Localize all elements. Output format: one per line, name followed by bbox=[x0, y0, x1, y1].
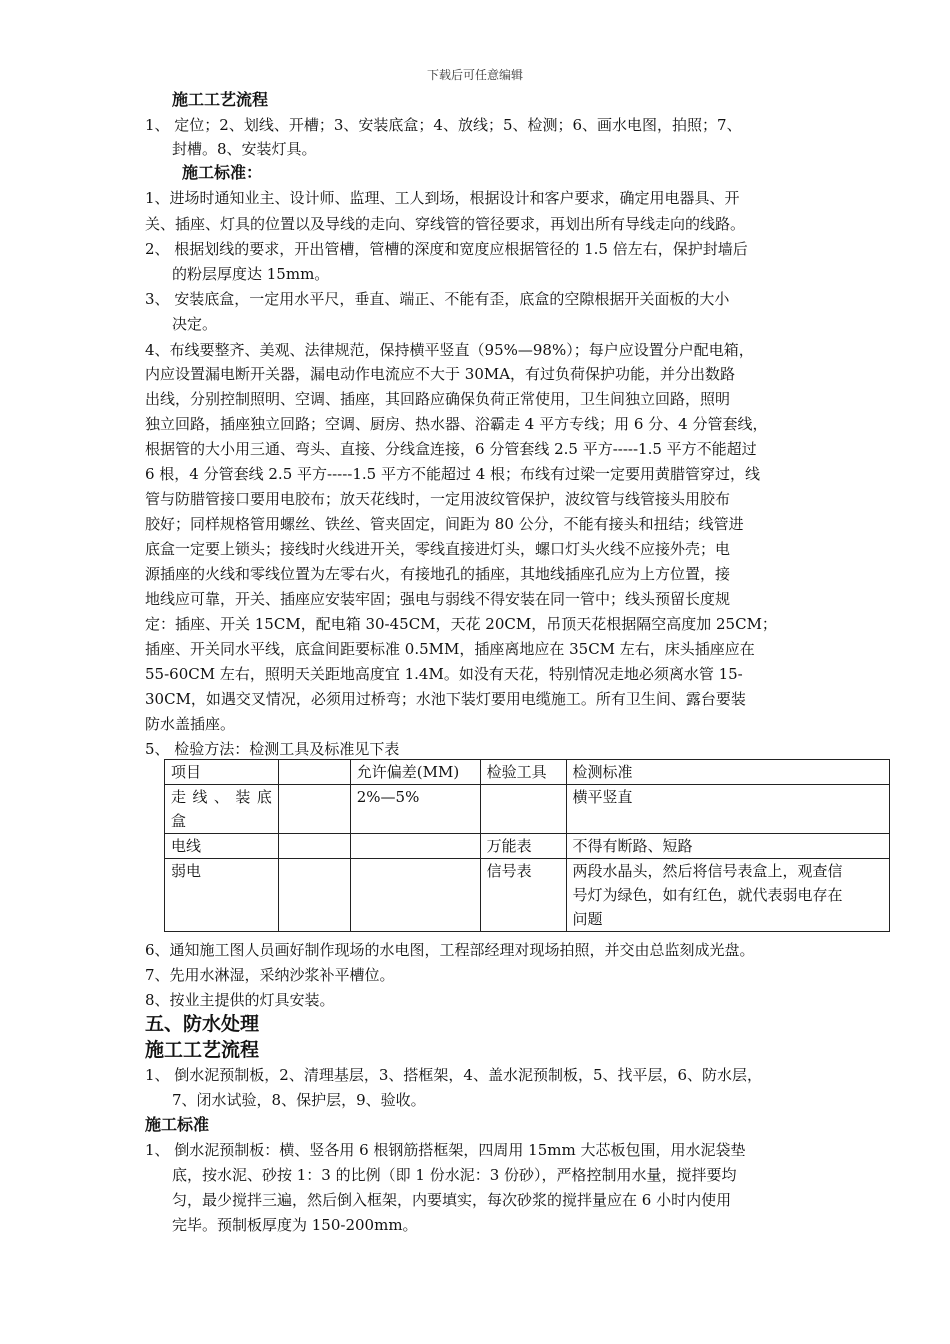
process-steps-line: 1、 定位；2、划线、开槽；3、安装底盒；4、放线；5、检测；6、画水电图，拍照；7、 bbox=[145, 116, 742, 134]
process-steps-line: 封槽。8、安装灯具。 bbox=[172, 140, 317, 158]
page-header: 下载后可任意编辑 bbox=[426, 68, 523, 82]
standard-line: 地线应可靠，开关、插座应安装牢固；强电与弱线不得安装在同一管中；线头预留长度规 bbox=[145, 590, 731, 608]
table-header-cell: 检测标准 bbox=[566, 760, 890, 785]
cell-text: 电线 bbox=[171, 837, 202, 855]
standard-line: 管与防腊管接口要用电胶布；放天花线时，一定用波纹管保护，波纹管与线管接头用胶布 bbox=[145, 490, 731, 508]
table-cell bbox=[165, 859, 279, 932]
table-cell bbox=[480, 785, 566, 834]
section-title-waterproofing: 五、防水处理 bbox=[145, 1013, 260, 1035]
standard-line: 30CM，如遇交叉情况，必须用过桥弯；水池下装灯要用电缆施工。所有卫生间、露台要装 bbox=[145, 690, 746, 708]
table-cell bbox=[278, 859, 350, 932]
cell-text: 横平竖直 bbox=[572, 788, 633, 806]
table-row bbox=[165, 834, 890, 859]
standard-line: 5、 检验方法：检测工具及标准见下表 bbox=[145, 740, 400, 758]
cell-text: 盒 bbox=[171, 812, 187, 830]
standard-line: 55-60CM 左右，照明天关距地高度宜 1.4M。如没有天花，特别情况走地必须离水管 15- bbox=[145, 665, 743, 683]
table-cell bbox=[278, 785, 350, 834]
standard-line: 内应设置漏电断开关器，漏电动作电流应不大于 30MA，有过负荷保护功能，并分出数路 bbox=[145, 365, 736, 383]
standard-line: 匀，最少搅拌三遍，然后倒入框架，内要填实，每次砂浆的搅拌量应在 6 小时内使用 bbox=[172, 1191, 732, 1209]
note-line: 8、按业主提供的灯具安装。 bbox=[145, 991, 335, 1009]
table-cell bbox=[566, 834, 890, 859]
table-cell: 2%—5% bbox=[350, 785, 480, 834]
standard-line: 定：插座、开关 15CM，配电箱 30-45CM，天花 20CM，吊顶天花根据隔空高度加 25CM； bbox=[145, 615, 777, 633]
standard-line: 源插座的火线和零线位置为左零右火，有接地孔的插座，其地线插座孔应为上方位置，接 bbox=[145, 565, 731, 583]
table-cell bbox=[350, 859, 480, 932]
table-header-row bbox=[165, 760, 890, 785]
table-cell bbox=[165, 785, 279, 834]
table-header-cell: 检验工具 bbox=[480, 760, 566, 785]
table-cell bbox=[278, 834, 350, 859]
table-row bbox=[165, 859, 890, 932]
note-line: 6、通知施工图人员画好制作现场的水电图，工程部经理对现场拍照，并交由总监刻成光盘。 bbox=[145, 941, 755, 959]
standard-line: 的粉层厚度达 15mm。 bbox=[172, 265, 330, 283]
table-cell bbox=[350, 834, 480, 859]
standard-line: 防水盖插座。 bbox=[145, 715, 236, 733]
subsection-title-standards: 施工标准 bbox=[145, 1115, 210, 1134]
table-row bbox=[165, 785, 890, 834]
cell-text: 两段水晶头，然后将信号表盒上，观查信 bbox=[572, 862, 843, 880]
standard-line: 4、布线要整齐、美观、法律规范，保持横平竖直（95%—98%）；每户应设置分户配电箱， bbox=[145, 341, 754, 359]
inspection-table bbox=[164, 759, 890, 932]
process-steps-line: 7、闭水试验，8、保护层，9、验收。 bbox=[172, 1091, 426, 1109]
standard-line: 底盒一定要上锁头；接线时火线进开关，零线直接进灯头，螺口灯头火线不应接外壳；电 bbox=[145, 540, 731, 558]
standard-line: 插座、开关同水平线，底盒间距要标准 0.5MM，插座离地应在 35CM 左右，床头插座应在 bbox=[145, 640, 755, 658]
section-title-process: 施工工艺流程 bbox=[172, 90, 269, 109]
table-cell: 万能表 bbox=[480, 834, 566, 859]
standard-line: 胶好；同样规格管用螺丝、铁丝、管夹固定，间距为 80 公分，不能有接头和扭结；线管进 bbox=[145, 515, 744, 533]
cell-text: 弱电 bbox=[171, 862, 202, 880]
standard-line: 出线，分别控制照明、空调、插座，其回路应确保负荷正常使用，卫生间独立回路，照明 bbox=[145, 390, 731, 408]
note-line: 7、先用水淋湿，采纳沙浆补平槽位。 bbox=[145, 966, 395, 984]
standard-line: 底，按水泥、砂按 1：3 的比例（即 1 份水泥：3 份砂），严格控制用水量，搅拌要均 bbox=[172, 1166, 737, 1184]
standard-line: 2、 根据划线的要求，开出管槽，管槽的深度和宽度应根据管径的 1.5 倍左右，保护封墙后 bbox=[145, 240, 748, 258]
cell-text: 号灯为绿色，如有红色，就代表弱电存在 bbox=[572, 886, 843, 904]
table-cell: 信号表 bbox=[480, 859, 566, 932]
standard-line: 3、 安装底盒，一定用水平尺，垂直、端正、不能有歪，底盒的空隙根据开关面板的大小 bbox=[145, 290, 730, 308]
cell-text: 走线、装底 bbox=[171, 788, 272, 806]
standard-line: 完毕。预制板厚度为 150-200mm。 bbox=[172, 1216, 418, 1234]
standard-line: 6 根，4 分管套线 2.5 平方-----1.5 平方不能超过 4 根；布线有过梁一定要用黄腊管穿过，线 bbox=[145, 465, 761, 483]
standard-line: 关、插座、灯具的位置以及导线的走向、穿线管的管径要求，再划出所有导线走向的线路。 bbox=[145, 215, 746, 233]
cell-text: 不得有断路、短路 bbox=[572, 837, 693, 855]
cell-text: 问题 bbox=[572, 910, 603, 928]
standard-line: 独立回路，插座独立回路；空调、厨房、热水器、浴霸走 4 平方专线；用 6 分、4 分管套线， bbox=[145, 415, 768, 433]
section-title-standards: 施工标准： bbox=[182, 163, 263, 182]
table-header-cell bbox=[278, 760, 350, 785]
table-cell bbox=[165, 834, 279, 859]
subsection-title-process: 施工工艺流程 bbox=[145, 1039, 260, 1061]
standard-line: 1、进场时通知业主、设计师、监理、工人到场，根据设计和客户要求，确定用电器具、开 bbox=[145, 189, 740, 207]
table-header-cell: 允许偏差(MM) bbox=[350, 760, 480, 785]
table-cell bbox=[566, 785, 890, 834]
standard-line: 决定。 bbox=[172, 315, 218, 333]
process-steps-line: 1、 倒水泥预制板，2、清理基层，3、搭框架，4、盖水泥预制板，5、找平层，6、防水层， bbox=[145, 1066, 763, 1084]
table-header-cell: 项目 bbox=[165, 760, 279, 785]
standard-line: 根据管的大小用三通、弯头、直接、分线盒连接，6 分管套线 2.5 平方-----1.5 平方不能超过 bbox=[145, 440, 757, 458]
table-cell bbox=[566, 859, 890, 932]
standard-line: 1、 倒水泥预制板：横、竖各用 6 根钢筋搭框架，四周用 15mm 大芯板包围，用水泥袋垫 bbox=[145, 1141, 746, 1159]
